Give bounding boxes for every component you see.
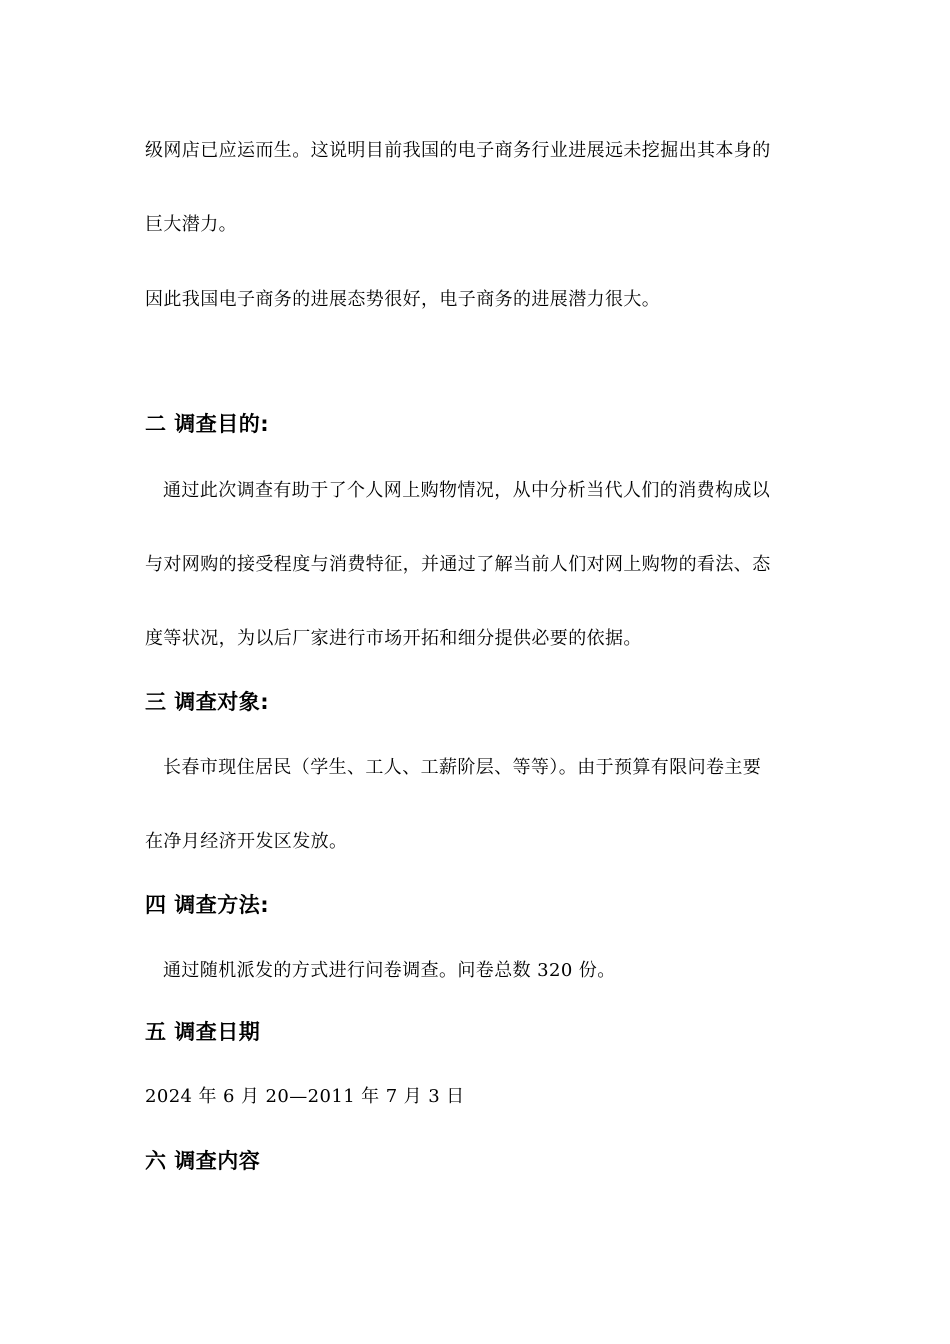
intro-paragraph-line-2: 巨大潜力。 xyxy=(145,214,237,235)
purpose-paragraph-line-2: 与对网购的接受程度与消费特征，并通过了解当前人们对网上购物的看法、态 xyxy=(145,554,771,575)
purpose-paragraph-line-3: 度等状况，为以后厂家进行市场开拓和细分提供必要的依据。 xyxy=(145,628,642,649)
method-paragraph-line-1: 通过随机派发的方式进行问卷调查。问卷总数 320 份。 xyxy=(163,960,616,981)
section-heading-method: 四 调查方法: xyxy=(145,893,270,917)
subjects-paragraph-line-1: 长春市现住居民（学生、工人、工薪阶层、等等）。由于预算有限问卷主要 xyxy=(163,757,762,778)
section-heading-content: 六 调查内容 xyxy=(145,1149,261,1173)
section-heading-purpose: 二 调查目的: xyxy=(145,412,270,436)
intro-paragraph-line-1: 级网店已应运而生。这说明目前我国的电子商务行业进展远未挖掘出其本身的 xyxy=(145,140,771,161)
section-heading-subjects: 三 调查对象: xyxy=(145,690,270,714)
section-heading-date: 五 调查日期 xyxy=(145,1020,261,1044)
date-range-text: 2024 年 6 月 20—2011 年 7 月 3 日 xyxy=(145,1086,465,1107)
subjects-paragraph-line-2: 在净月经济开发区发放。 xyxy=(145,831,348,852)
purpose-paragraph-line-1: 通过此次调查有助于了个人网上购物情况，从中分析当代人们的消费构成以 xyxy=(163,480,771,501)
intro-conclusion-line: 因此我国电子商务的进展态势很好，电子商务的进展潜力很大。 xyxy=(145,289,661,310)
